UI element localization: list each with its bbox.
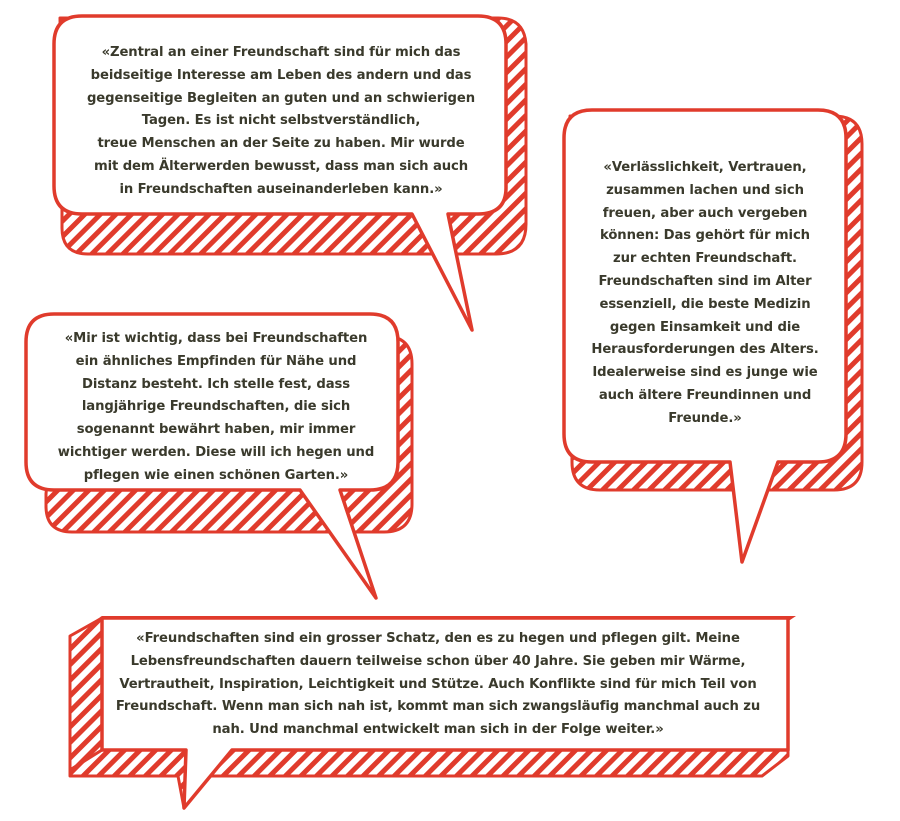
quote-3-line: ein ähnliches Empfinden für Nähe und — [75, 353, 357, 369]
quote-1-line: gegenseitige Begleiten an guten und an schwierigen — [86, 90, 476, 106]
quote-4-line: Lebensfreundschaften dauern teilweise schon über 40 Jahre. Sie geben mir Wärme, — [130, 653, 746, 669]
quote-2-line: auch ältere Freundinnen und — [598, 387, 812, 403]
quote-3-line: «Mir ist wichtig, dass bei Freundschaften — [64, 331, 368, 346]
quote-2-line: essenziell, die beste Medizin — [599, 296, 811, 312]
quote-3-line: langjährige Freundschaften, die sich — [81, 399, 351, 415]
quote-1-line: Tagen. Es ist nicht selbstverständlich, — [141, 113, 421, 129]
quote-4-line: «Freundschaften sind ein grosser Schatz, den es zu hegen und pflegen gilt. Meine — [136, 631, 740, 646]
quote-3-text — [36, 328, 396, 488]
quote-3-line: wichtiger werden. Diese will ich hegen und — [57, 444, 375, 460]
quote-2-text — [574, 157, 836, 431]
quote-4-text — [100, 628, 776, 742]
bubble-4-3d-bottom — [70, 750, 788, 808]
bubble-4-3d-left — [70, 618, 102, 770]
quote-1-line: mit dem Älterwerden bewusst, dass man sich auch — [93, 158, 469, 174]
quote-2-line: zusammen lachen und sich — [606, 182, 804, 198]
quote-2-line: freuen, aber auch vergeben — [602, 205, 808, 221]
quote-3-line: Distanz besteht. Ich stelle fest, dass — [82, 376, 350, 392]
quote-2-line: können: Das gehört für mich — [600, 228, 810, 244]
quote-3-line: pflegen wie einen schönen Garten.» — [83, 467, 349, 483]
quote-2-line: Idealerweise sind es junge wie — [592, 365, 818, 381]
quote-2-line: gegen Einsamkeit und die — [609, 319, 801, 335]
quote-1-line: in Freundschaften auseinanderleben kann.» — [119, 181, 443, 197]
quote-2-line: Freundschaften sind im Alter — [598, 273, 812, 289]
quote-1-line: treue Menschen an der Seite zu haben. Mir wurde — [97, 136, 465, 152]
quote-2-line: Freunde.» — [668, 410, 742, 426]
quote-3-line: sogenannt bewährt haben, mir immer — [76, 422, 356, 438]
quote-1-line: «Zentral an einer Freundschaft sind für mich das — [101, 45, 461, 60]
quote-2-line: zur echten Freundschaft. — [613, 251, 797, 267]
quote-4-line: nah. Und manchmal entwickelt man sich in der Folge weiter.» — [212, 722, 664, 738]
quote-4-line: Freundschaft. Wenn man sich nah ist, kommt man sich zwangsläufig manchmal auch zu — [115, 699, 761, 715]
quote-1-text — [62, 42, 500, 202]
quote-2-line: «Verlässlichkeit, Vertrauen, — [603, 160, 807, 175]
quote-1-line: beidseitige Interesse am Leben des andern und das — [90, 67, 472, 83]
quote-4-line: Vertrautheit, Inspiration, Leichtigkeit und Stütze. Auch Konflikte sind für mich Teil von — [119, 676, 757, 692]
quote-2-line: Herausforderungen des Alters. — [591, 342, 819, 358]
